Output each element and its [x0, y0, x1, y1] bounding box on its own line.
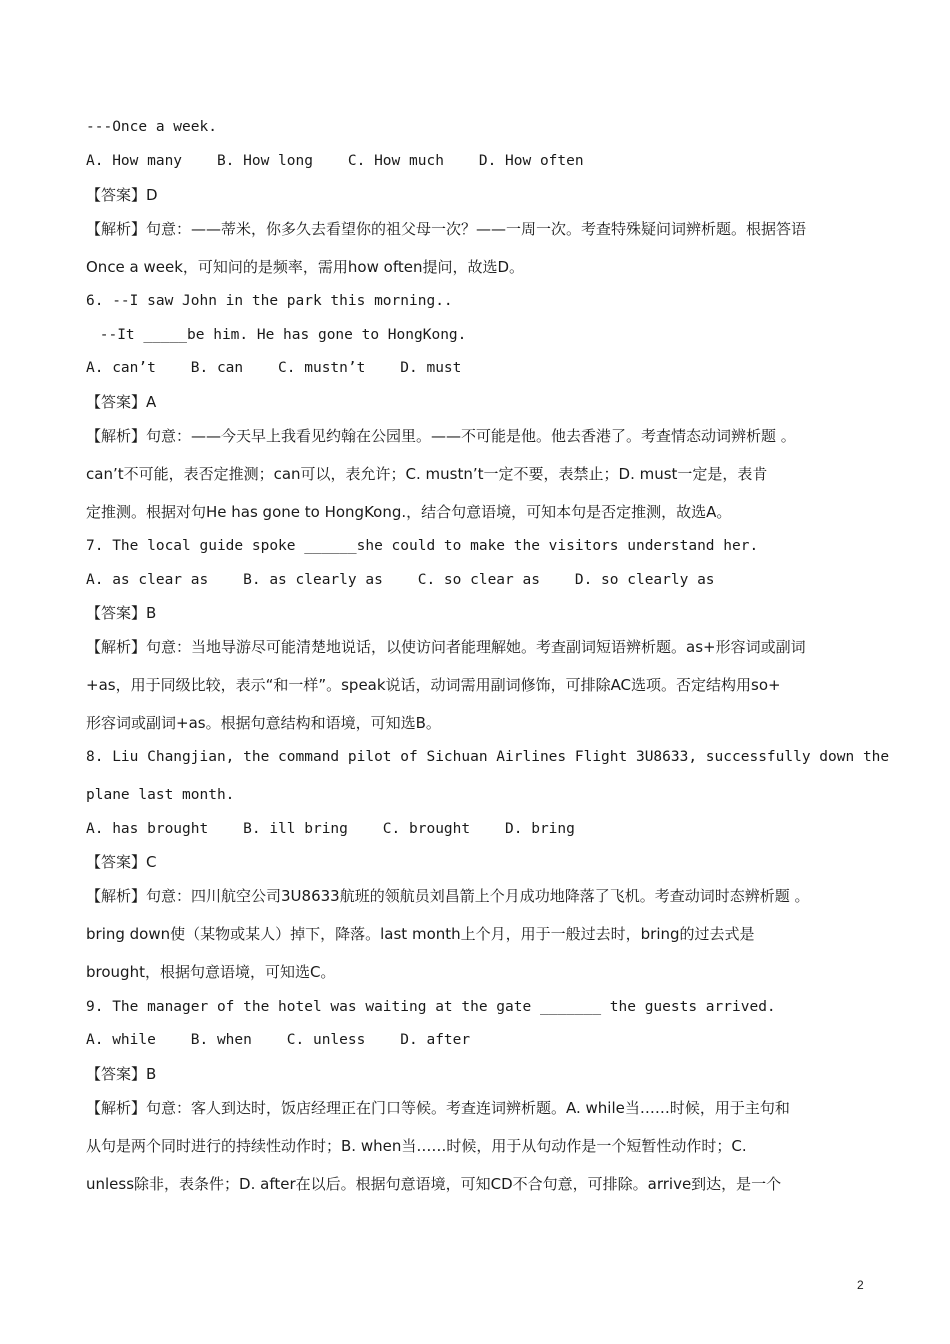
- q8-explanation-3: brought，根据句意语境，可知选C。: [86, 963, 336, 981]
- q8-explanation-2: bring down使（某物或某人）掉下，降落。last month上个月，用于一般过去时，bring的过去式是: [86, 925, 755, 943]
- q8-question-2: plane last month.: [86, 787, 235, 803]
- q5-options: A. How many B. How long C. How much D. How often: [86, 153, 584, 169]
- q6-answer: 【答案】A: [86, 393, 157, 411]
- q5-explanation-2: Once a week，可知问的是频率，需用how often提问，故选D。: [86, 258, 525, 276]
- q7-question: 7. The local guide spoke ______she could to make the visitors understand her.: [86, 538, 759, 554]
- q8-options: A. has brought B. ill bring C. brought D. bring: [86, 821, 575, 837]
- q7-options: A. as clear as B. as clearly as C. so clear as D. so clearly as: [86, 572, 715, 588]
- q9-options: A. while B. when C. unless D. after: [86, 1032, 471, 1048]
- q9-answer: 【答案】B: [86, 1065, 157, 1083]
- q8-explanation-1: 【解析】句意：四川航空公司3U8633航班的领航员刘昌箭上个月成功地降落了飞机。考查动词时态辨析题 。: [86, 887, 810, 905]
- q7-explanation-3: 形容词或副词+as。根据句意结构和语境，可知选B。: [86, 714, 441, 732]
- q9-explanation-2: 从句是两个同时进行的持续性动作时；B. when当……时候，用于从句动作是一个短暂性动作时；C.: [86, 1137, 747, 1155]
- q6-explanation-3: 定推测。根据对句He has gone to HongKong.，结合句意语境，可知本句是否定推测，故选A。: [86, 503, 732, 521]
- q7-explanation-2: +as，用于同级比较，表示“和一样”。speak说话，动词需用副词修饰，可排除AC选项。否定结构用so+: [86, 676, 781, 694]
- q9-explanation-3: unless除非，表条件；D. after在以后。根据句意语境，可知CD不合句意，可排除。arrive到达，是一个: [86, 1175, 782, 1193]
- q6-question-2: --It _____be him. He has gone to HongKong.: [91, 327, 467, 343]
- q6-explanation-1: 【解析】句意：——今天早上我看见约翰在公园里。——不可能是他。他去香港了。考查情态动词辨析题 。: [86, 427, 796, 445]
- q8-question-1: 8. Liu Changjian, the command pilot of Sichuan Airlines Flight 3U8633, successfully down the: [86, 749, 890, 765]
- q6-options: A. can’t B. can C. mustn’t D. must: [86, 360, 462, 376]
- q9-question: 9. The manager of the hotel was waiting at the gate _______ the guests arrived.: [86, 999, 776, 1015]
- q5-answer: 【答案】D: [86, 186, 158, 204]
- q6-explanation-2: can’t不可能，表否定推测；can可以，表允许；C. mustn’t一定不要，表禁止；D. must一定是，表肯: [86, 465, 768, 483]
- page-number: 2: [857, 1278, 864, 1292]
- q8-answer: 【答案】C: [86, 853, 157, 871]
- answer-line-once-a-week: ---Once a week.: [86, 119, 217, 135]
- q5-explanation-1: 【解析】句意：——蒂米，你多久去看望你的祖父母一次？——一周一次。考查特殊疑问词辨析题。根据答语: [86, 220, 807, 238]
- q7-answer: 【答案】B: [86, 604, 157, 622]
- q6-question-1: 6. --I saw John in the park this morning..: [86, 293, 453, 309]
- q9-explanation-1: 【解析】句意：客人到达时，饭店经理正在门口等候。考查连词辨析题。A. while当……时候，用于主句和: [86, 1099, 790, 1117]
- q7-explanation-1: 【解析】句意：当地导游尽可能清楚地说话，以使访问者能理解她。考查副词短语辨析题。as+形容词或副词: [86, 638, 806, 656]
